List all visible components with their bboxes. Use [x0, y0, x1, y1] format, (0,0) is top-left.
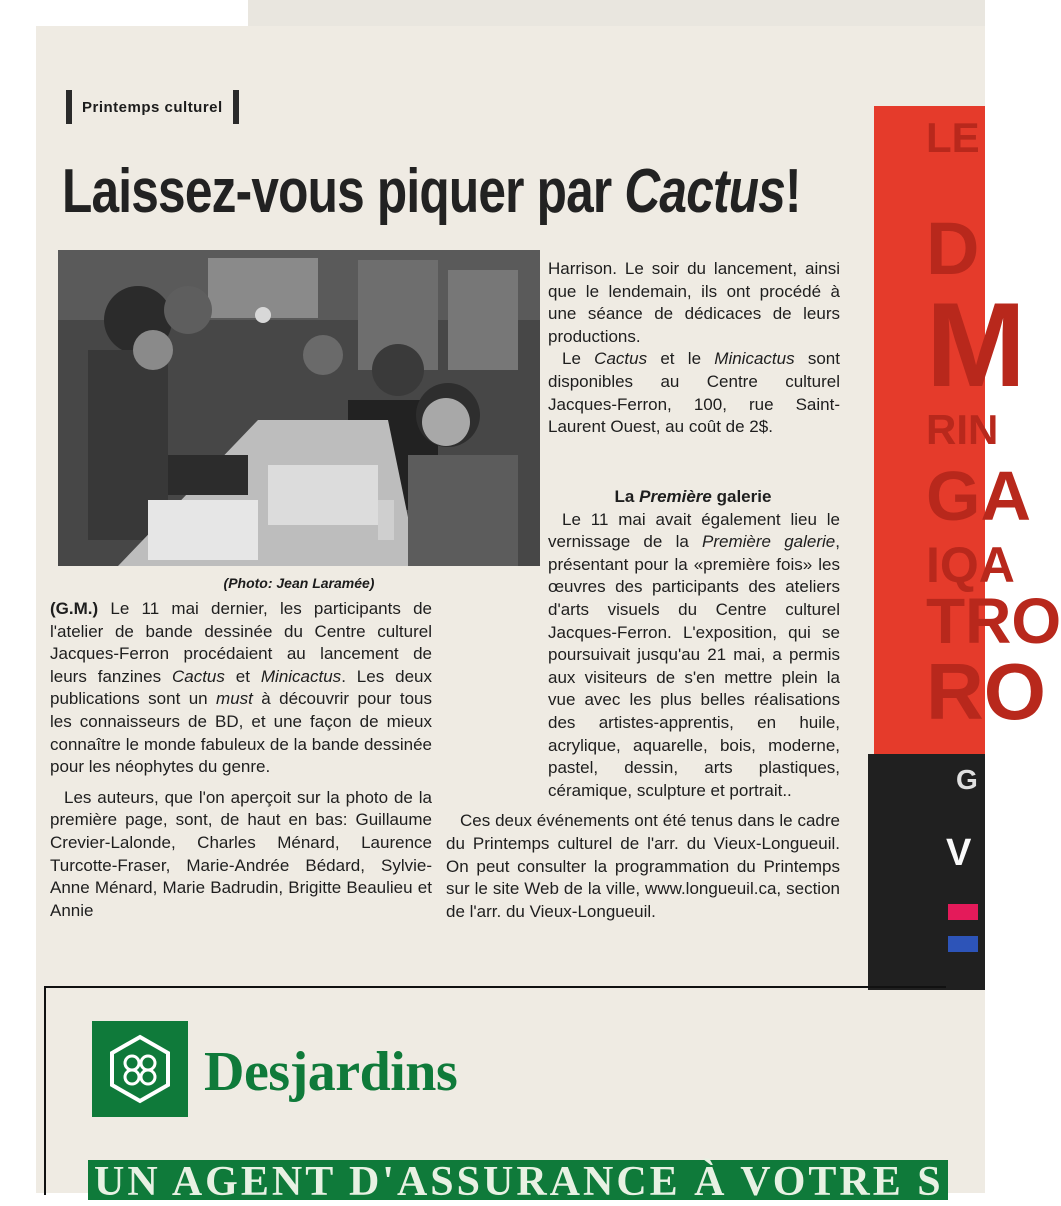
text-run: , présentant pour la «première fois» les œuvres des participants des ateliers d'arts visuels du Centre culturel Jacques-Ferron. L'exposition, qui se poursuivait jusqu'au 21 mai, a permis aux visiteurs de s'en mettre plein la vue avec les plus belles réalisations des artistes-apprentis, en huile, acrylique, aquarelle, bois, moderne, pastel, dessin, arts plastiques, céramique, sculpture et portrait.. [548, 532, 840, 800]
article-headline [62, 150, 801, 234]
text-run: Le [562, 349, 595, 369]
italic-run: Minicactus [260, 666, 342, 686]
photo-caption: (Photo: Jean Laramée) [223, 575, 375, 591]
text-run: galerie [711, 487, 772, 506]
desjardins-wordmark: Desjardins [204, 1041, 458, 1103]
byline-initials: (G.M.) [50, 599, 99, 618]
ad-text-line: TRO [926, 585, 1061, 657]
text-run: Le 11 mai avait également lieu le vernissage de la [548, 509, 840, 552]
side-advertisement-dark [868, 754, 985, 990]
ad-text-line: LE [926, 114, 980, 161]
paragraph-intro [50, 598, 432, 779]
text-run: à découvrir pour tous les connaisseurs de BD, et une façon de mieux connaître le monde fabuleux de la bande dessinée pour les néophytes du genre. [50, 689, 433, 777]
side-advertisement [874, 106, 1061, 754]
headline-italic: Cactus [624, 157, 785, 226]
paragraph-authors: Les auteurs, que l'on aperçoit sur la photo de la première page, sont, de haut en bas: Guillaume Crevier-Lalonde, Charles Ménard, Laurence Turcotte-Fraser, Marie-Andrée Bédard, Sylvie-Anne Ménard, Marie Badrudin, Brigitte Beaulieu et Annie [50, 787, 432, 920]
ad-text-line: M [926, 278, 1026, 412]
ad-text-line: RO [926, 647, 1046, 736]
bottom-advertisement [44, 986, 946, 1205]
headline-text: Laissez-vous piquer par [62, 157, 625, 226]
section-tag-bar-right [233, 90, 239, 124]
paragraph-events: Ces deux événements ont été tenus dans le cadre du Printemps culturel de l'arr. du Vieux-Longueuil. On peut consulter la programmation du Printemps sur le site Web de la ville, www.longueuil.ca, section de l'arr. du Vieux-Longueuil. [446, 811, 840, 921]
subheading-premiere-galerie [446, 486, 840, 509]
italic-run: Cactus [594, 349, 648, 369]
ad-text-line: RIN [926, 406, 999, 453]
text-run: Le 11 mai dernier, les participants de l'atelier de bande dessinée du Centre culturel Jacques-Ferron procédaient au lancement de leurs fanzines [50, 599, 432, 686]
text-run: sont disponibles au Centre culturel Jacques-Ferron, 100, rue Saint-Laurent Ouest, au coût de 2$. [548, 349, 840, 437]
text-run: La [614, 487, 640, 506]
ad-text-line: GA [926, 457, 1031, 535]
text-run: et le [647, 349, 715, 369]
text-run: . Les deux publications sont un [50, 666, 432, 709]
italic-run: Première [639, 487, 712, 506]
italic-run: Minicactus [714, 349, 795, 369]
ad-dark-letter: G [956, 764, 978, 795]
ad-dark-letter: V [946, 832, 972, 874]
article-column-right-bottom [446, 486, 840, 923]
ad-text-line: D [926, 207, 980, 290]
ad-badge-blue [948, 936, 978, 952]
insurance-banner [88, 1159, 948, 1205]
section-tag [66, 90, 239, 124]
italic-run: must [216, 689, 253, 709]
paragraph-launch: Harrison. Le soir du lancement, ainsi que le lendemain, ils ont procédé à une séance de dédicaces de leurs productions. [548, 259, 840, 346]
article-column-left [50, 598, 432, 922]
desjardins-logo-icon [92, 1021, 188, 1117]
ad-badge-pink [948, 904, 978, 920]
banner-text: UN AGENT D'ASSURANCE À VOTRE S [94, 1159, 944, 1205]
paragraph-vernissage [446, 509, 840, 803]
ad-text-line: IQA [926, 537, 1015, 593]
section-tag-label: Printemps culturel [82, 98, 223, 116]
text-run: et [224, 666, 261, 686]
paragraph-availability [548, 348, 840, 438]
italic-run: Cactus [171, 666, 225, 686]
headline-end: ! [785, 157, 801, 226]
article-column-right-top [548, 258, 840, 439]
italic-run: Première galerie [702, 532, 836, 552]
